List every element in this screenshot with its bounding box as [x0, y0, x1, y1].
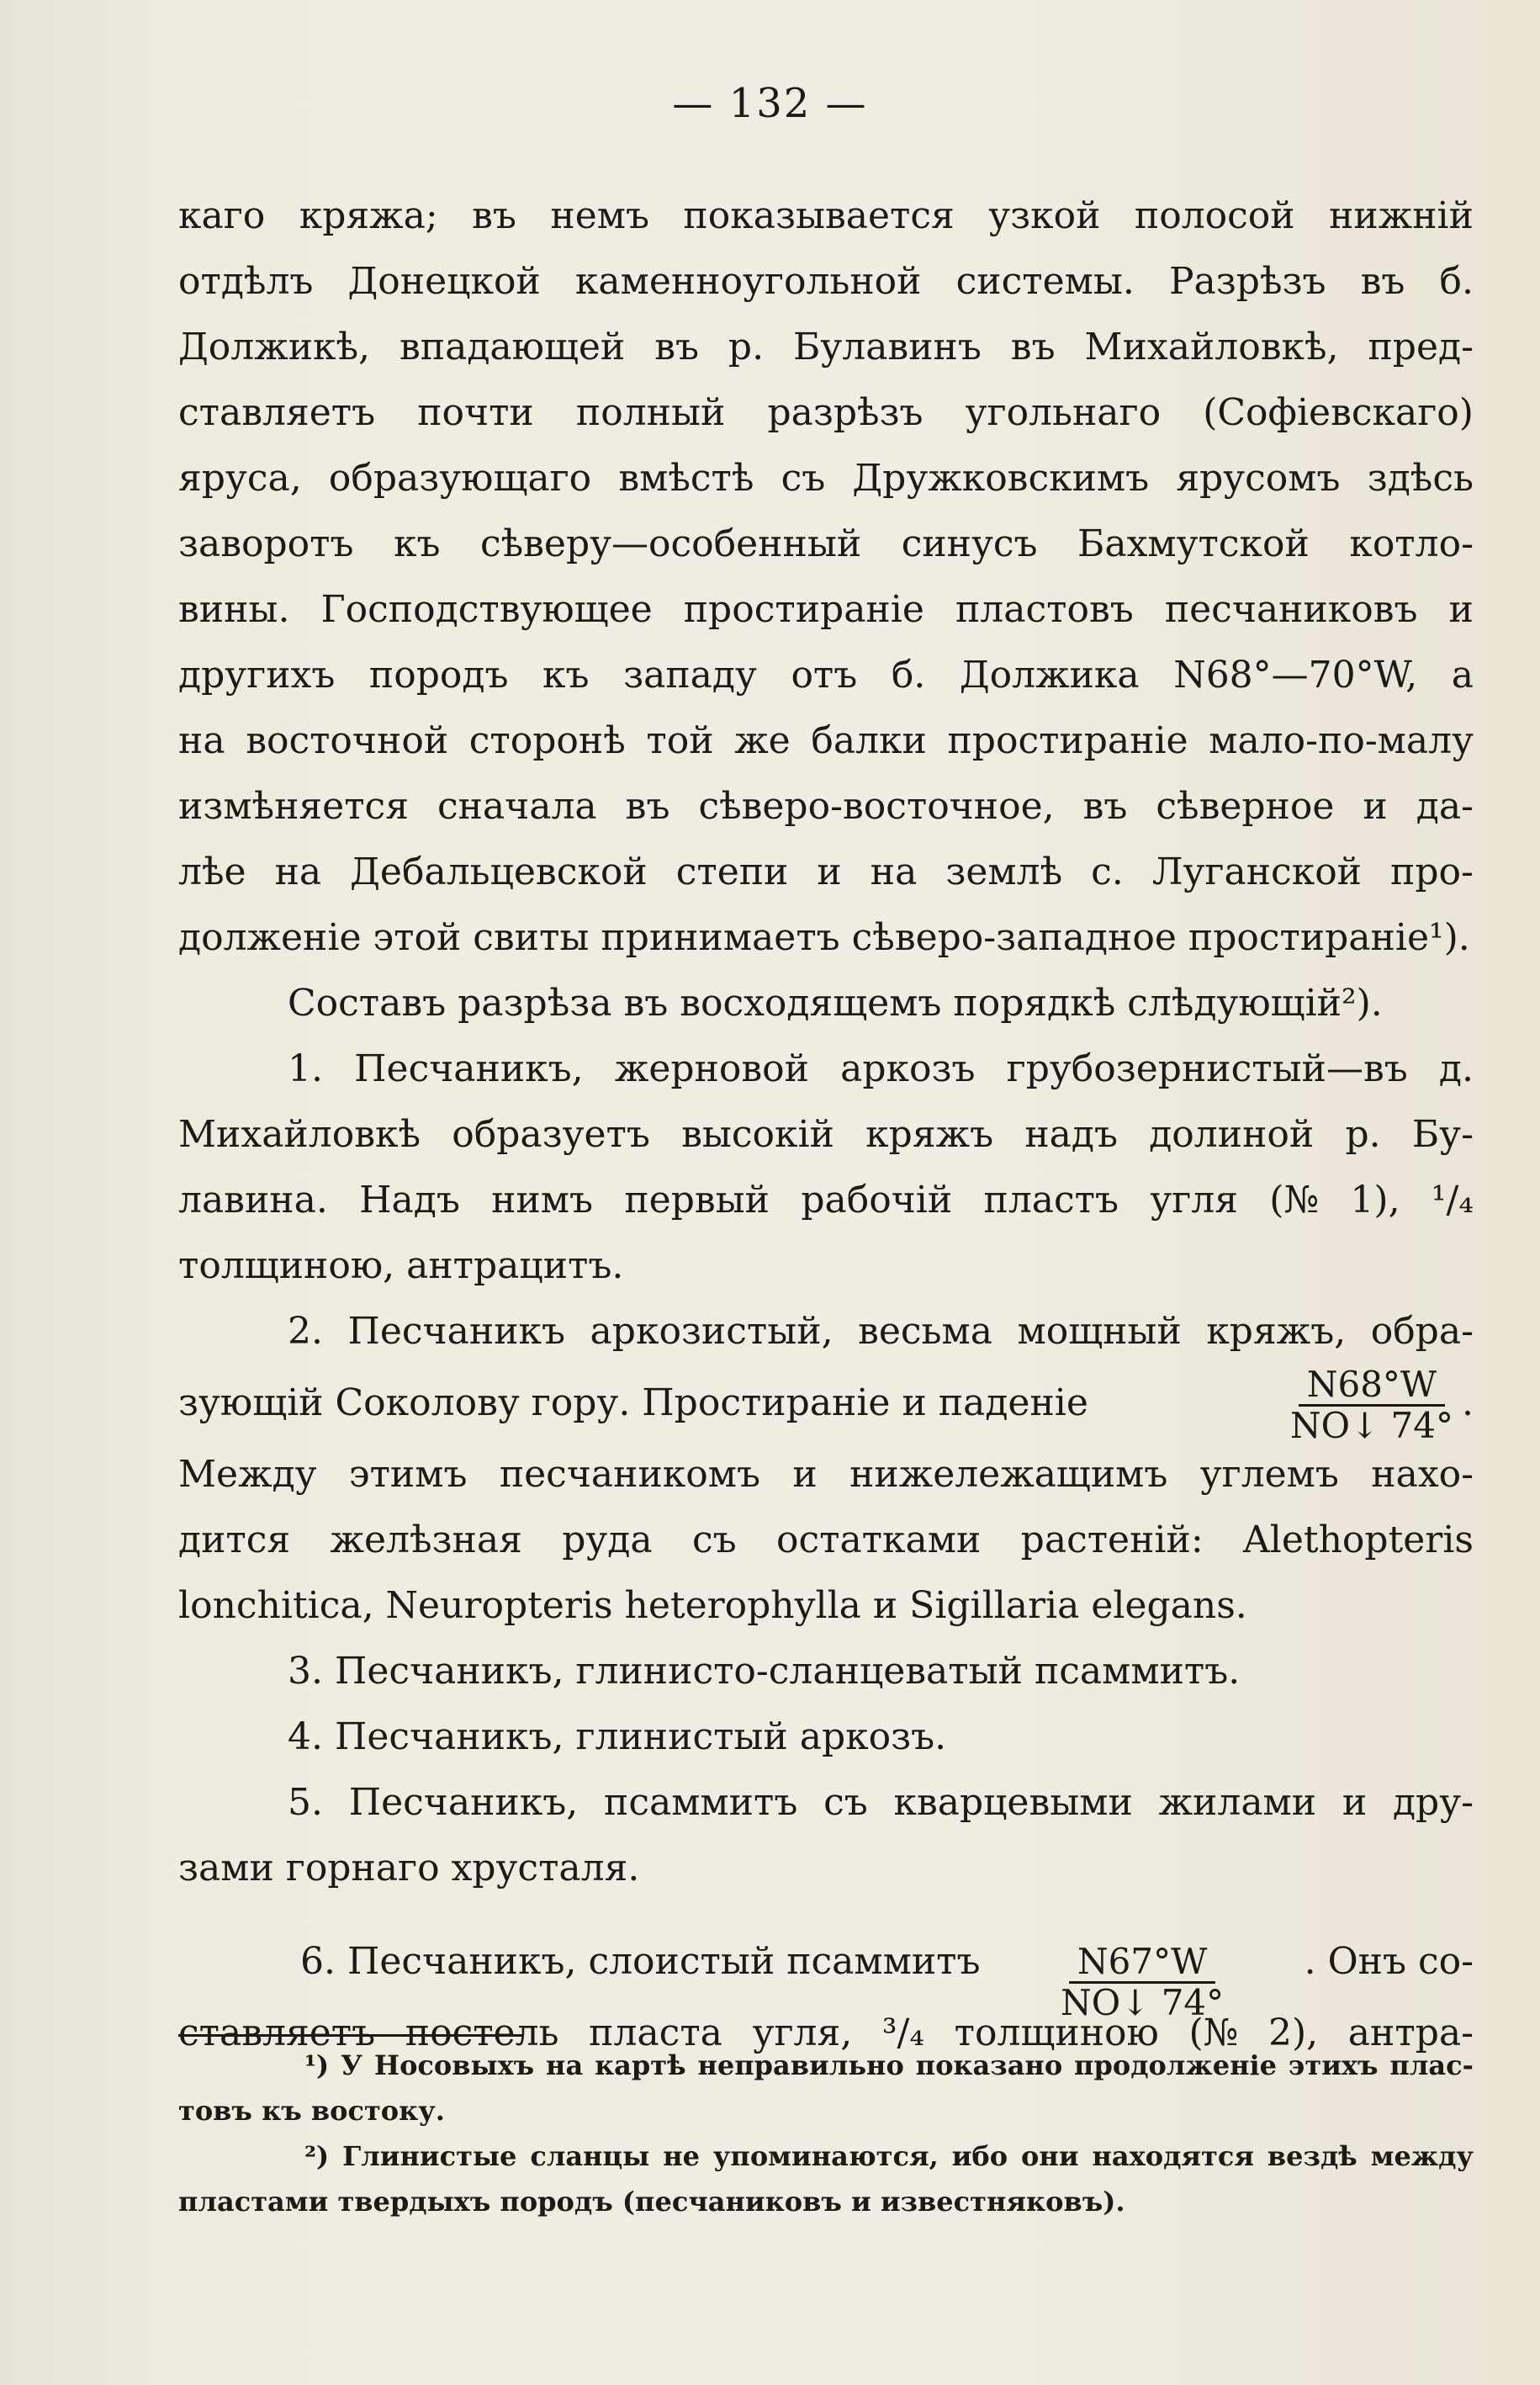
text-line: ставляетъ постель пласта угля, ³/₄ толщиною (№ 2), антра-: [178, 2011, 1474, 2054]
fraction-denominator: NO↓ 74°: [1060, 1982, 1225, 2023]
text-line: долженiе этой свиты принимаетъ сѣверо-западное простиранiе¹).: [178, 916, 1470, 959]
text-line: lonchitica, Neuropteris heterophylla и Sigillaria elegans.: [178, 1584, 1247, 1627]
footnote-line: пластами твердыхъ породъ (песчаниковъ и известняковъ).: [178, 2186, 1125, 2218]
text-line: на восточной сторонѣ той же балки простиранiе мало-по-малу: [178, 719, 1474, 762]
text-line: яруса, образующаго вмѣстѣ съ Дружковскимъ ярусомъ здѣсь: [178, 457, 1474, 500]
text-segment: . Онъ со-: [1304, 1940, 1474, 1983]
footnotes: [178, 2043, 1474, 2224]
list-item-2-line: 2. Песчаникъ аркозистый, весьма мощный кряжъ, обра-: [288, 1310, 1474, 1353]
footnote-divider: [178, 2034, 523, 2037]
text-line: ставляетъ почти полный разрѣзъ угольнаго (Софiевскаго): [178, 391, 1474, 434]
main-text: [178, 183, 1474, 2066]
text-segment: зующiй Соколову гору. Простиранiе и паденiе: [178, 1381, 1088, 1424]
text-line: каго кряжа; въ немъ показывается узкой полосой нижнiй: [178, 194, 1474, 237]
fraction-numerator: N68°W: [1299, 1365, 1445, 1407]
text-line: Составъ разрѣза въ восходящемъ порядкѣ слѣдующiй²).: [288, 982, 1383, 1025]
list-item-3: 3. Песчаникъ, глинисто-сланцеватый псаммитъ.: [288, 1650, 1241, 1693]
footnote-line: товъ къ востоку.: [178, 2095, 445, 2127]
text-line: измѣняется сначала въ сѣверо-восточное, въ сѣверное и да-: [178, 785, 1474, 828]
list-item-1-line: 1. Песчаникъ, жерновой аркозъ грубозернистый—въ д.: [288, 1047, 1474, 1090]
text-line: зами горнаго хрусталя.: [178, 1847, 640, 1889]
text-line: дится желѣзная руда съ остатками растенiй: Alethopteris: [178, 1518, 1474, 1561]
text-line: Должикѣ, впадающей въ р. Булавинъ въ Михайловкѣ, пред-: [178, 326, 1474, 368]
list-item-4: 4. Песчаникъ, глинистый аркозъ.: [288, 1715, 947, 1758]
text-segment: 6. Песчаникъ, слоистый псаммитъ: [300, 1940, 981, 1983]
text-line: заворотъ къ сѣверу—особенный синусъ Бахмутской котло-: [178, 522, 1474, 565]
text-line: лѣе на Дебальцевской степи и на землѣ с. Луганской про-: [178, 851, 1474, 893]
fraction-numerator: N67°W: [1069, 1942, 1215, 1984]
text-segment: .: [1462, 1381, 1474, 1424]
page-number: — 132 —: [672, 80, 868, 127]
text-line: лавина. Надъ нимъ первый рабочiй пластъ угля (№ 1), ¹/₄: [178, 1179, 1474, 1222]
strike-dip-line: [178, 1364, 1474, 1446]
text-line: вины. Господствующее простиранiе пластовъ песчаниковъ и: [178, 588, 1474, 631]
text-line: отдѣлъ Донецкой каменноугольной системы. Разрѣзъ въ б.: [178, 260, 1474, 303]
list-item-5-line: 5. Песчаникъ, псаммитъ съ кварцевыми жилами и дру-: [288, 1781, 1474, 1824]
text-line: другихъ породъ къ западу отъ б. Должика N68°—70°W, а: [178, 654, 1474, 697]
text-line: толщиною, антрацитъ.: [178, 1244, 624, 1287]
text-line: Между этимъ песчаникомъ и нижележащимъ углемъ нахо-: [178, 1453, 1474, 1496]
text-line: Михайловкѣ образуетъ высокiй кряжъ надъ долиной р. Бу-: [178, 1113, 1474, 1156]
footnote-2-line: ²) Глинистые сланцы не упоминаются, ибо они находятся вездѣ между: [304, 2140, 1474, 2172]
strike-dip-fraction: [1282, 1365, 1474, 1445]
list-item-6-line: [178, 1923, 1474, 2023]
footnote-1-line: ¹) У Носовыхъ на картѣ неправильно показано продолженiе этихъ плас-: [304, 2049, 1474, 2081]
fraction-denominator: NO↓ 74°: [1289, 1405, 1453, 1446]
